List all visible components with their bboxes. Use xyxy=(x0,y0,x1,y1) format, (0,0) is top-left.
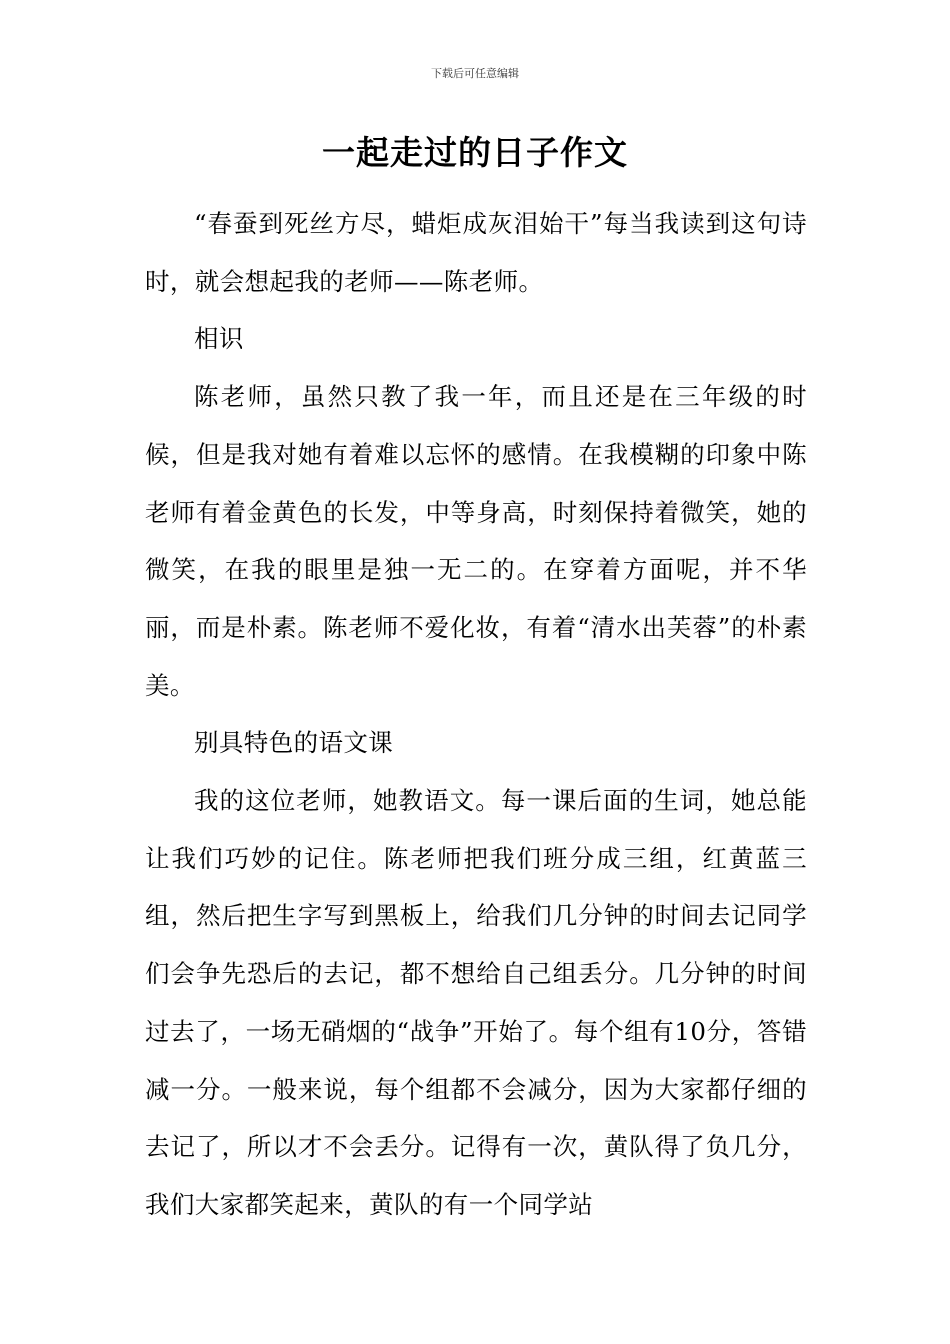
paragraph-intro: “春蚕到死丝方尽，蜡炬成灰泪始干”每当我读到这句诗时，就会想起我的老师——陈老师。 xyxy=(145,209,807,296)
paragraph-chinese-class: 我的这位老师，她教语文。每一课后面的生词，她总能让我们巧妙的记住。陈老师把我们班分成三组，红黄蓝三组，然后把生字写到黑板上，给我们几分钟的时间去记同学们会争先恐后的去记，都不想给自己组丢分。几分钟的时间过去了，一场无硝烟的“战争”开始了。每个组有10分，答错减一分。一般来说，每个组都不会减分，因为大家都仔细的去记了，所以才不会丢分。记得有一次，黄队得了负几分，我们大家都笑起来，黄队的有一个同学站 xyxy=(145,786,807,1219)
document-title: 一起走过的日子作文 xyxy=(322,133,628,172)
paragraph-acquaintance: 陈老师，虽然只教了我一年，而且还是在三年级的时候，但是我对她有着难以忘怀的感情。在我模糊的印象中陈老师有着金黄色的长发，中等身高，时刻保持着微笑，她的微笑，在我的眼里是独一无二的。在穿着方面呢，并不华丽，而是朴素。陈老师不爱化妆，有着“清水出芙蓉”的朴素美。 xyxy=(145,382,807,700)
document-body xyxy=(145,195,807,1234)
section-heading-chinese-class: 别具特色的语文课 xyxy=(194,728,394,758)
section-heading-acquaintance: 相识 xyxy=(194,324,244,354)
header-note: 下载后可任意编辑 xyxy=(431,67,519,80)
